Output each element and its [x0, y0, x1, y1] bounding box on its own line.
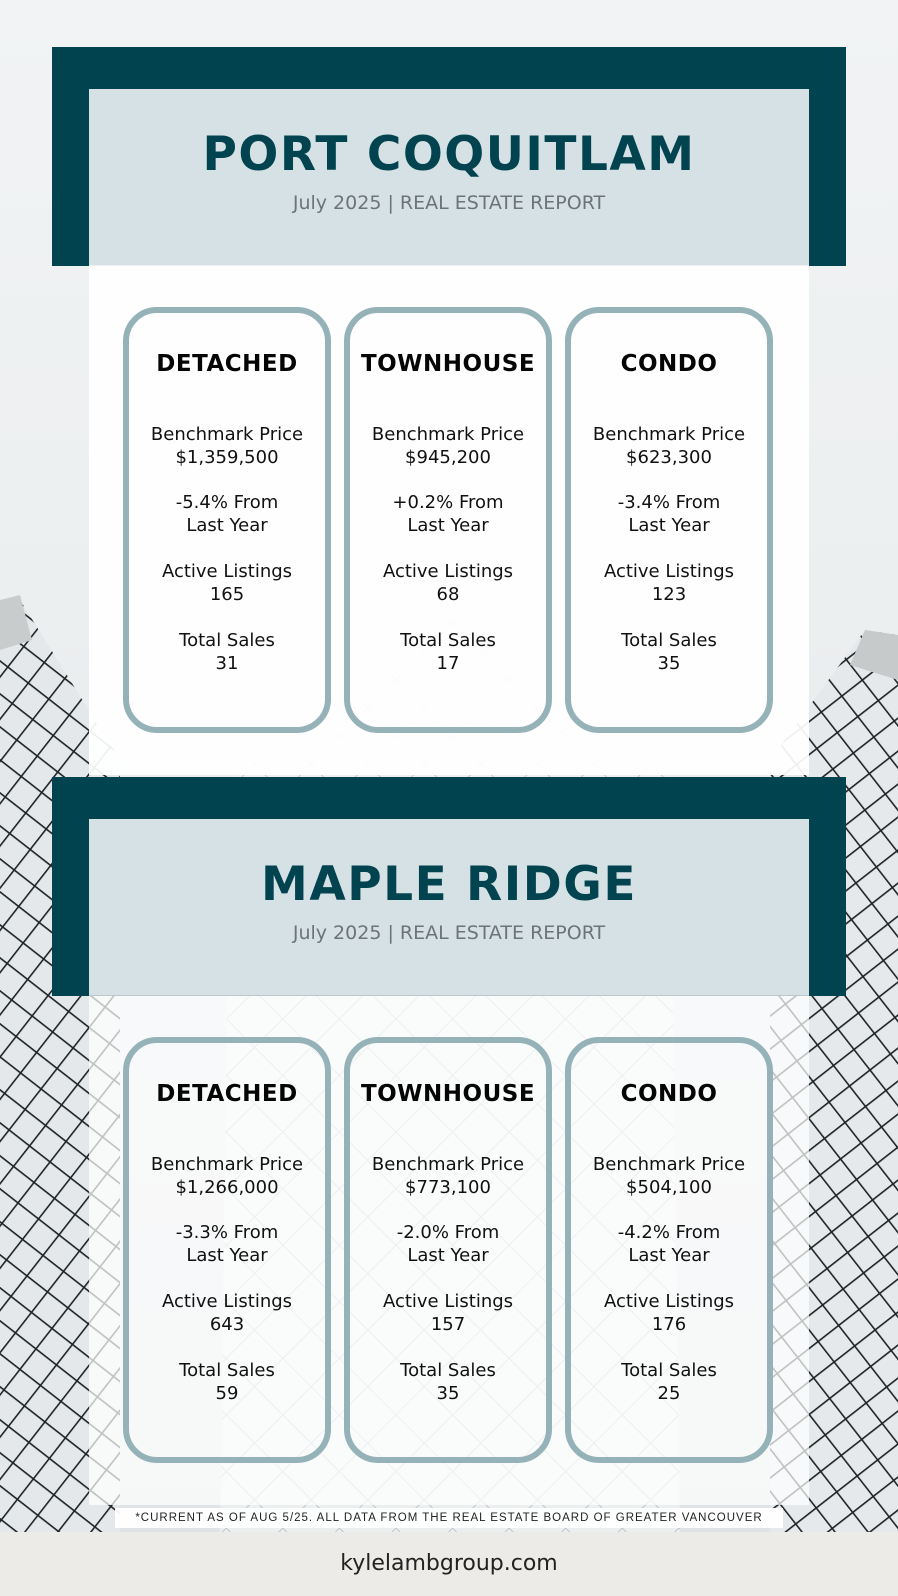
card-title: TOWNHOUSE	[360, 351, 536, 377]
change-period: Last Year	[407, 515, 489, 536]
card-title: CONDO	[620, 351, 718, 377]
section-1-subtitle: July 2025 | REAL ESTATE REPORT	[292, 192, 606, 214]
section-1-title-box	[89, 89, 809, 265]
active-listings-label: Active Listings	[603, 561, 735, 582]
benchmark-price-value: $623,300	[626, 447, 712, 468]
total-sales-label: Total Sales	[400, 630, 496, 651]
total-sales-label: Total Sales	[179, 630, 275, 651]
section-2-title-box	[89, 819, 809, 995]
section-2-title: MAPLE RIDGE	[261, 857, 637, 912]
change-from-last-year: +0.2% From	[392, 492, 504, 513]
total-sales-value: 17	[436, 653, 460, 674]
total-sales-label: Total Sales	[621, 1360, 717, 1381]
card-title: CONDO	[620, 1081, 718, 1107]
change-from-last-year: -4.2% From	[617, 1222, 721, 1243]
total-sales-value: 35	[657, 653, 681, 674]
active-listings-value: 157	[430, 1314, 466, 1335]
card-port-coquitlam-condo	[565, 307, 773, 733]
benchmark-price-value: $1,266,000	[175, 1177, 279, 1198]
active-listings-value: 643	[209, 1314, 245, 1335]
active-listings-label: Active Listings	[382, 1291, 514, 1312]
change-from-last-year: -2.0% From	[396, 1222, 500, 1243]
change-period: Last Year	[407, 1245, 489, 1266]
benchmark-price-value: $945,200	[405, 447, 491, 468]
change-period: Last Year	[186, 515, 268, 536]
total-sales-label: Total Sales	[621, 630, 717, 651]
benchmark-price-label: Benchmark Price	[592, 424, 746, 445]
benchmark-price-label: Benchmark Price	[371, 1154, 525, 1175]
active-listings-value: 68	[436, 584, 460, 605]
active-listings-value: 123	[651, 584, 687, 605]
card-title: DETACHED	[156, 1081, 298, 1107]
total-sales-value: 35	[436, 1383, 460, 1404]
total-sales-value: 59	[215, 1383, 239, 1404]
active-listings-value: 176	[651, 1314, 687, 1335]
total-sales-label: Total Sales	[179, 1360, 275, 1381]
change-period: Last Year	[628, 515, 710, 536]
card-title: TOWNHOUSE	[360, 1081, 536, 1107]
section-2-subtitle: July 2025 | REAL ESTATE REPORT	[292, 922, 606, 944]
benchmark-price-value: $1,359,500	[175, 447, 279, 468]
total-sales-label: Total Sales	[400, 1360, 496, 1381]
change-period: Last Year	[628, 1245, 710, 1266]
total-sales-value: 25	[657, 1383, 681, 1404]
change-from-last-year: -3.4% From	[617, 492, 721, 513]
benchmark-price-label: Benchmark Price	[371, 424, 525, 445]
benchmark-price-value: $504,100	[626, 1177, 712, 1198]
active-listings-label: Active Listings	[161, 1291, 293, 1312]
footer-website-link[interactable]: kylelambgroup.com	[0, 1532, 898, 1596]
benchmark-price-label: Benchmark Price	[592, 1154, 746, 1175]
change-from-last-year: -5.4% From	[175, 492, 279, 513]
data-source-footnote: *CURRENT AS OF AUG 5/25. ALL DATA FROM THE REAL ESTATE BOARD OF GREATER VANCOUVER	[115, 1508, 783, 1528]
card-title: DETACHED	[156, 351, 298, 377]
change-period: Last Year	[186, 1245, 268, 1266]
section-1-title: PORT COQUITLAM	[202, 127, 696, 182]
benchmark-price-label: Benchmark Price	[150, 424, 304, 445]
card-maple-ridge-condo	[565, 1037, 773, 1463]
card-port-coquitlam-detached	[123, 307, 331, 733]
card-port-coquitlam-townhouse	[344, 307, 552, 733]
active-listings-label: Active Listings	[382, 561, 514, 582]
active-listings-value: 165	[209, 584, 245, 605]
benchmark-price-label: Benchmark Price	[150, 1154, 304, 1175]
active-listings-label: Active Listings	[161, 561, 293, 582]
card-maple-ridge-townhouse	[344, 1037, 552, 1463]
benchmark-price-value: $773,100	[405, 1177, 491, 1198]
change-from-last-year: -3.3% From	[175, 1222, 279, 1243]
total-sales-value: 31	[215, 653, 239, 674]
card-maple-ridge-detached	[123, 1037, 331, 1463]
active-listings-label: Active Listings	[603, 1291, 735, 1312]
